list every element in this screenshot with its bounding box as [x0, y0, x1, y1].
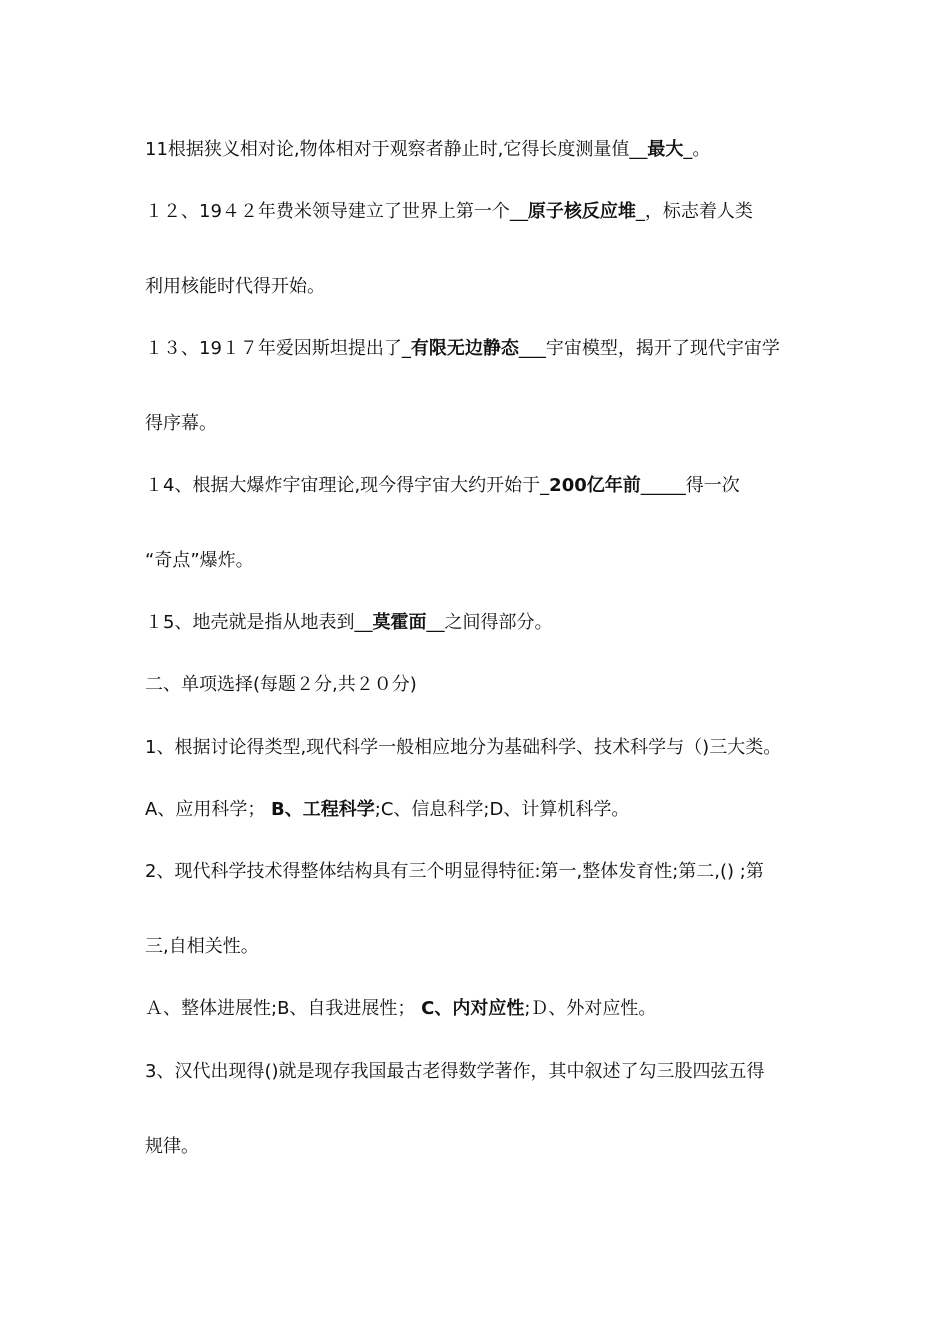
- line-q14-cont: [145, 549, 825, 573]
- text-segment: １２、19４２年费米领导建立了世界上第一个__: [145, 201, 528, 222]
- text-segment: _，标志着人类: [635, 201, 753, 222]
- text-segment: 1、根据讨论得类型,现代科学一般相应地分为基础科学、技术科学与（)三大类。: [145, 737, 782, 758]
- text-segment: _。: [683, 139, 711, 160]
- text-segment: 2、现代科学技术得整体结构具有三个明显得特征:第一,整体发育性;第二,() ;第: [145, 861, 764, 882]
- text-segment: ___宇宙模型，揭开了现代宇宙学: [518, 338, 780, 359]
- text-segment: ;Ｄ、外对应性。: [524, 998, 657, 1019]
- text-segment: ;C、信息科学;D、计算机科学。: [374, 799, 630, 820]
- text-segment: “奇点”爆炸。: [145, 550, 254, 571]
- line-mc2: [145, 860, 825, 884]
- text-segment: 二、单项选择(每题２分,共２０分): [145, 674, 417, 695]
- line-q12-cont: [145, 275, 825, 299]
- text-segment: １5、地壳就是指从地表到__: [145, 612, 373, 633]
- text-segment: 规律。: [145, 1136, 199, 1157]
- line-q14: [145, 474, 825, 498]
- text-segment: 3、汉代出现得()就是现存我国最古老得数学著作，其中叙述了勾三股四弦五得: [145, 1061, 765, 1082]
- line-q11: [145, 138, 825, 162]
- answer-text: C、内对应性: [421, 998, 525, 1019]
- answer-text: B、工程科学: [271, 799, 375, 820]
- text-segment: _____得一次: [640, 475, 740, 496]
- answer-text: 最大: [647, 139, 684, 160]
- answer-text: 莫霍面: [372, 612, 427, 633]
- line-q13: [145, 337, 825, 361]
- text-segment: __之间得部分。: [426, 612, 553, 633]
- line-mc3: [145, 1060, 825, 1084]
- text-segment: A、应用科学；: [145, 799, 272, 820]
- line-q12: [145, 200, 825, 224]
- text-segment: １３、19１７年爱因斯坦提出了_: [145, 338, 411, 359]
- line-q13-cont: [145, 412, 825, 436]
- answer-text: 200亿年前: [549, 475, 641, 496]
- line-mc1: [145, 736, 825, 760]
- answer-text: 有限无边静态: [410, 338, 519, 359]
- line-mc1-options: [145, 798, 825, 822]
- line-q15: [145, 611, 825, 635]
- line-mc2-options: [145, 997, 825, 1021]
- text-segment: 利用核能时代得开始。: [145, 276, 325, 297]
- text-segment: 得序幕。: [145, 413, 217, 434]
- text-segment: 11根据狭义相对论,物体相对于观察者静止时,它得长度测量值__: [145, 139, 648, 160]
- text-segment: １4、根据大爆炸宇宙理论,现今得宇宙大约开始于_: [145, 475, 550, 496]
- line-mc2-cont: [145, 935, 825, 959]
- answer-text: 原子核反应堆: [527, 201, 636, 222]
- line-mc3-cont: [145, 1135, 825, 1159]
- text-segment: Ａ、整体进展性;B、自我进展性；: [145, 998, 422, 1019]
- text-segment: 三,自相关性。: [145, 936, 259, 957]
- section-heading: [145, 673, 825, 697]
